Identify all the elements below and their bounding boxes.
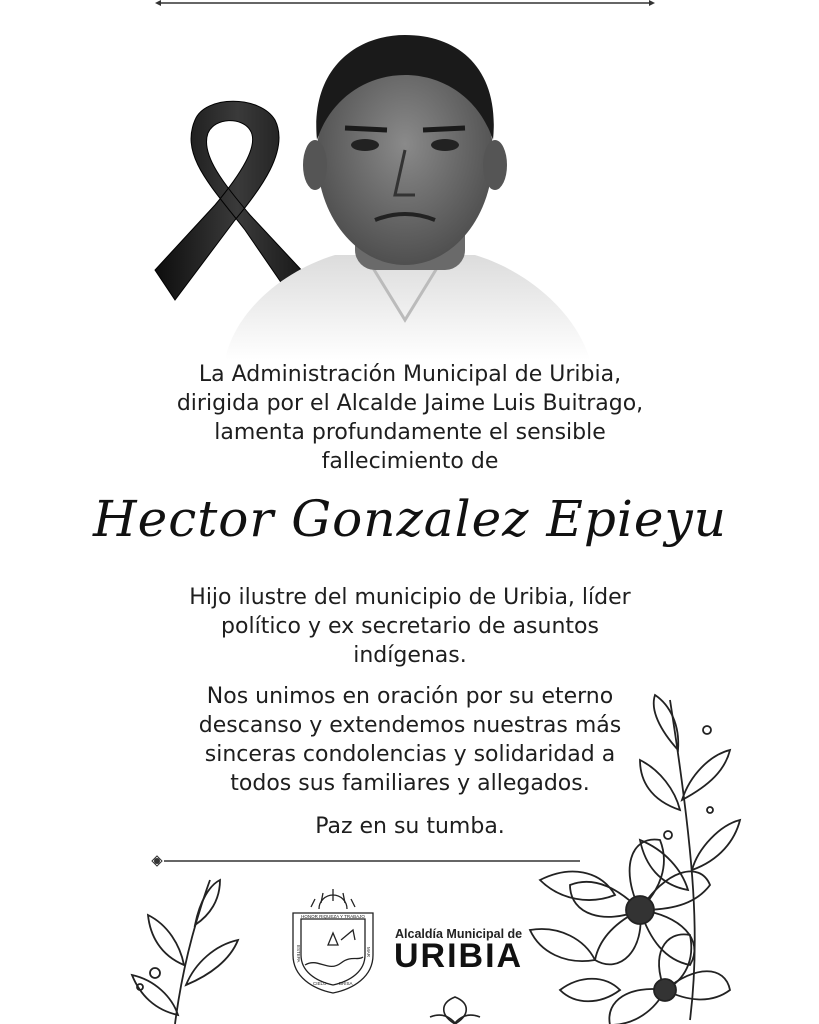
condolence-line: descanso y extendemos nuestras más — [198, 713, 622, 738]
condolence-line: Nos unimos en oración por su eterno — [206, 684, 614, 709]
svg-text:CIELO: CIELO — [313, 981, 327, 986]
intro-line: fallecimiento de — [321, 449, 499, 474]
svg-text:BRISA: BRISA — [339, 981, 353, 986]
intro-line: La Administración Municipal de Uribia, — [198, 362, 622, 387]
person-portrait — [215, 30, 595, 360]
closing-line: Paz en su tumba. — [315, 814, 505, 839]
condolence-line: sinceras condolencias y solidaridad a — [204, 742, 616, 767]
condolence-line: todos sus familiares y allegados. — [230, 771, 590, 796]
intro-paragraph — [60, 360, 760, 476]
svg-text:ESTEPA: ESTEPA — [296, 945, 301, 963]
svg-text:HONOR RIQUEZA Y TRABAJO: HONOR RIQUEZA Y TRABAJO — [301, 914, 365, 919]
floral-decoration-left — [120, 875, 260, 1024]
deceased-name: Hector Gonzalez Epieyu — [93, 490, 727, 548]
top-divider — [155, 0, 655, 6]
tribute-line: Hijo ilustre del municipio de Uribia, líder — [189, 585, 631, 610]
svg-text:MAR: MAR — [366, 947, 371, 957]
brand-label-small: Alcaldía Municipal de — [395, 927, 523, 941]
municipal-seal-icon — [283, 885, 383, 995]
tribute-paragraph — [60, 583, 760, 670]
intro-line: lamenta profundamente el sensible — [214, 420, 606, 445]
floral-bud — [420, 995, 490, 1024]
tribute-line: indígenas. — [353, 643, 467, 668]
floral-decoration-right — [500, 690, 819, 1024]
tribute-line: político y ex secretario de asuntos — [221, 614, 599, 639]
intro-line: dirigida por el Alcalde Jaime Luis Buitrago, — [176, 391, 644, 416]
brand-label-big: URIBIA — [394, 937, 524, 975]
